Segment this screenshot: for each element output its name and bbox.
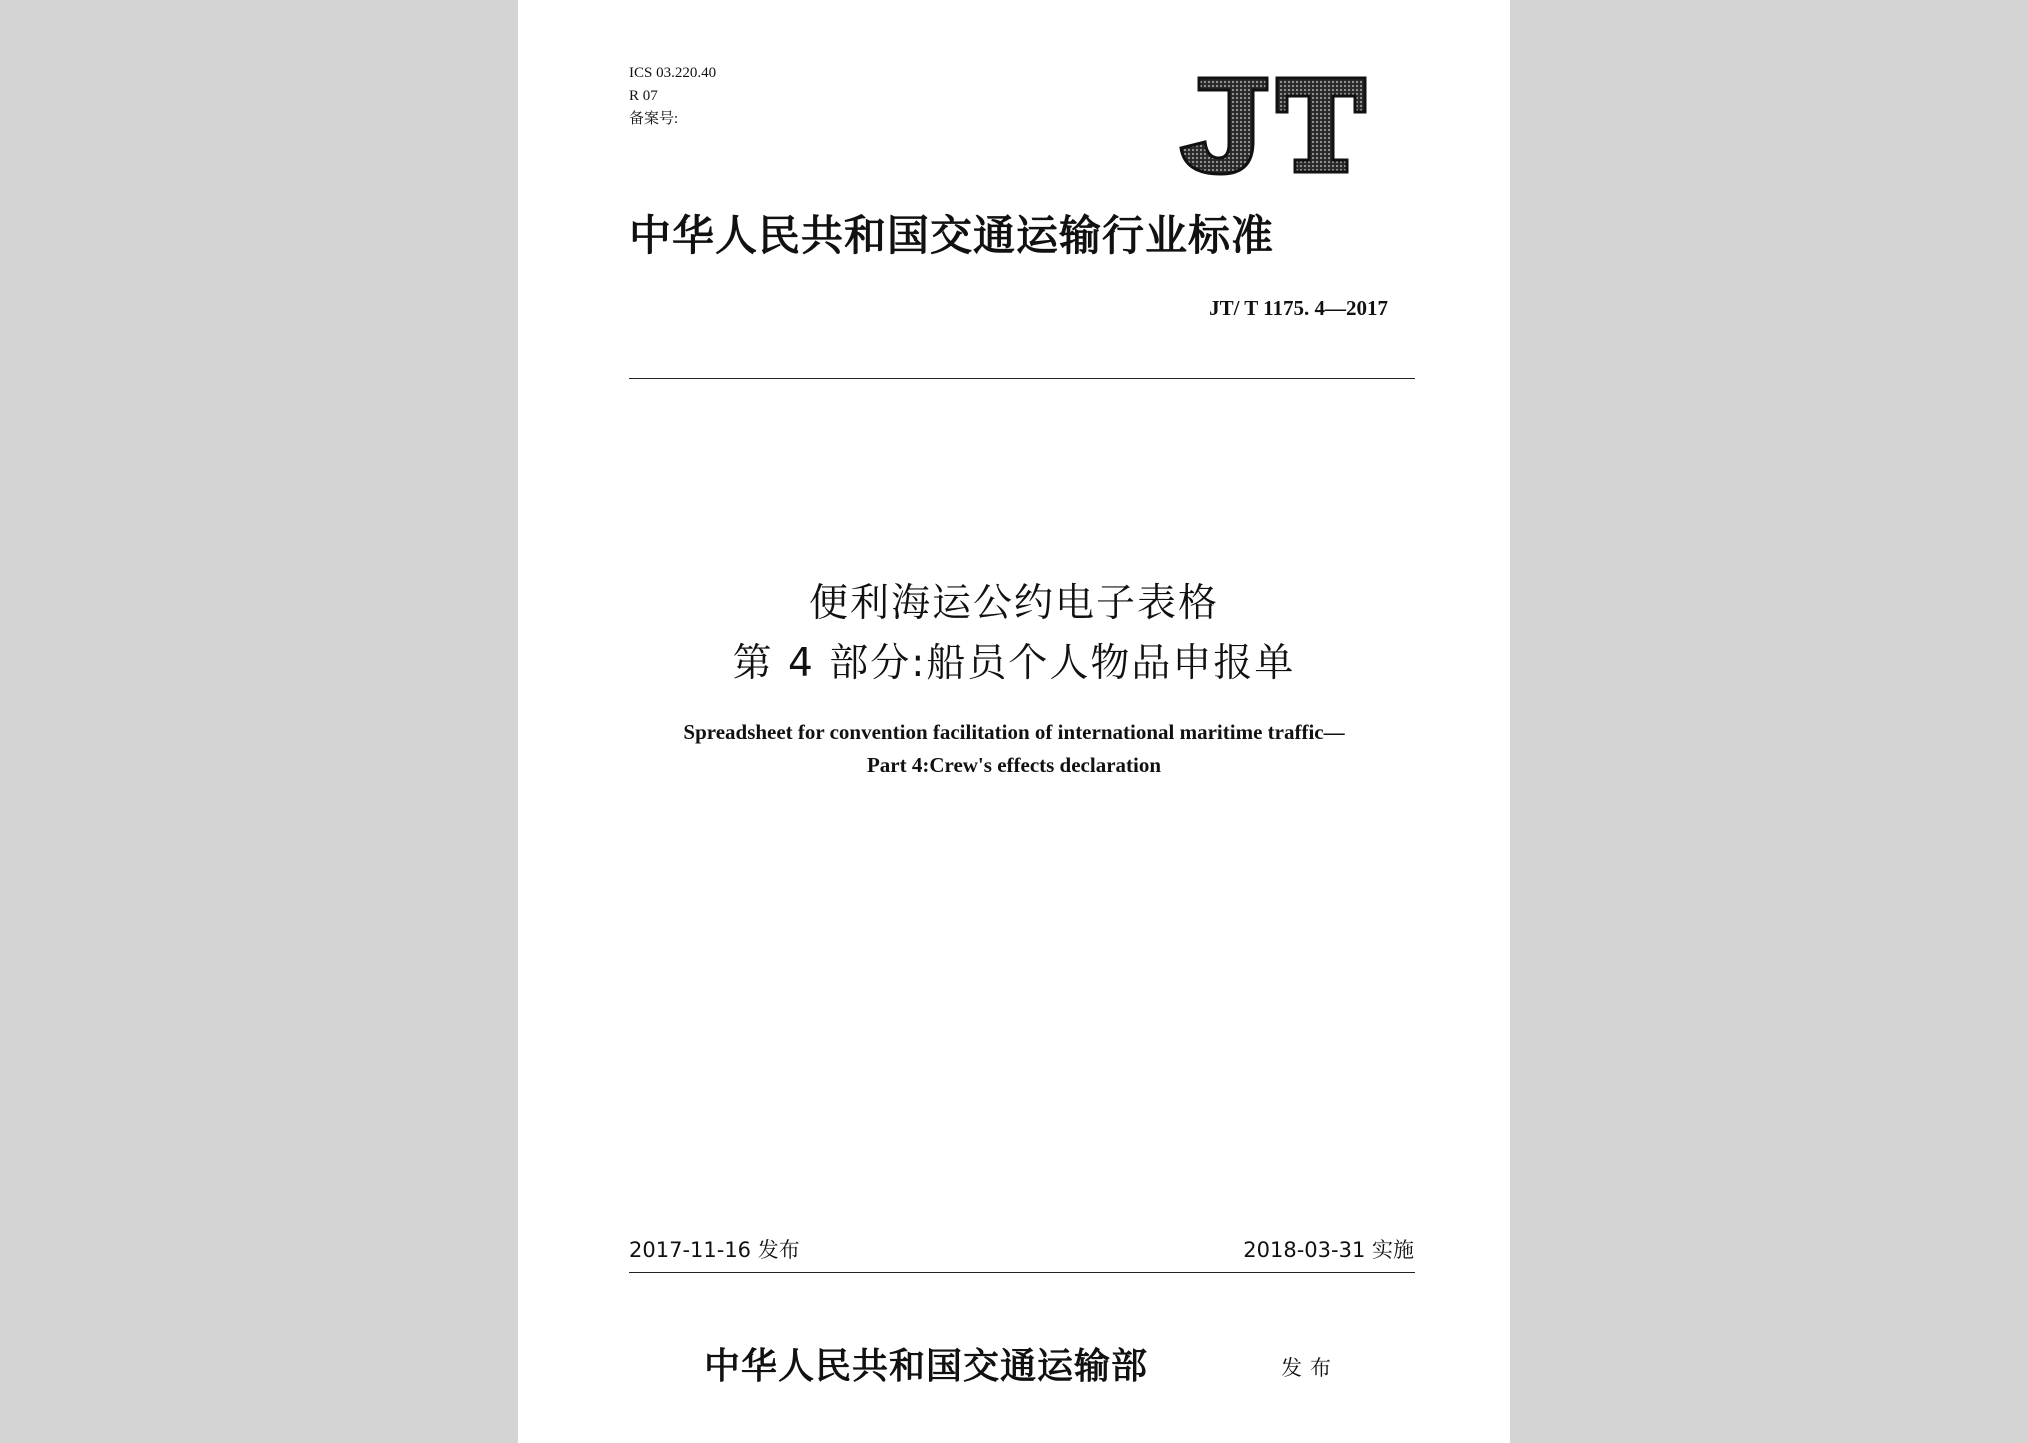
filing-number: 备案号: (629, 111, 679, 127)
document-page (518, 0, 1510, 1443)
document-meta (629, 62, 716, 131)
ics-code: ICS 03.220.40 (629, 65, 717, 81)
standard-number: JT/ T 1175. 4—2017 (1209, 296, 1388, 320)
jt-logo (1171, 72, 1371, 180)
top-divider (629, 378, 1415, 379)
issue-date: 2017-11-16 发布 (629, 1238, 800, 1262)
implementation-date: 2018-03-31 实施 (1243, 1238, 1414, 1262)
publish-label: 发布 (1281, 1356, 1339, 1380)
org-title: 中华人民共和国交通运输行业标准 (629, 211, 1275, 260)
english-title-line-2: Part 4:Crew's effects declaration (866, 753, 1162, 777)
bottom-divider (629, 1272, 1415, 1273)
classification-code: R 07 (629, 88, 658, 104)
publisher-name: 中华人民共和国交通运输部 (704, 1345, 1149, 1387)
chinese-title-line-1: 便利海运公约电子表格 (808, 581, 1219, 626)
english-title-line-1: Spreadsheet for convention facilitation of international maritime traffic— (683, 720, 1345, 744)
chinese-title-line-2: 第 4 部分:船员个人物品申报单 (732, 641, 1296, 686)
